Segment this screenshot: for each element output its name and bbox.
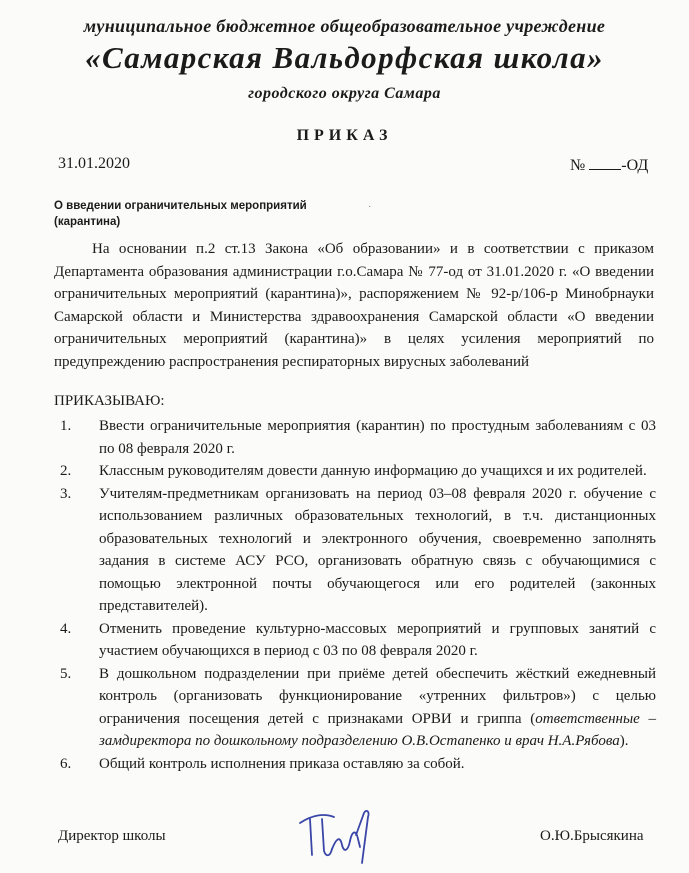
item-text: Классным руководителям довести данную информацию до учащихся и их родителей. (99, 463, 647, 479)
handwritten-signature (290, 805, 380, 867)
document-number (570, 155, 648, 175)
number-prefix: № (570, 157, 586, 174)
subject-line-2: (карантина) (54, 216, 121, 228)
list-item (54, 663, 656, 753)
item-number: 1. (60, 418, 72, 434)
list-item (54, 618, 656, 663)
list-item (54, 483, 656, 618)
item-text: Ввести ограничительные мероприятия (карантин) по простудным заболеваниям с 03 по 08 февраля 2020 г. (99, 418, 656, 457)
number-suffix: -ОД (621, 157, 649, 174)
list-item (54, 415, 656, 460)
item-number: 6. (60, 755, 72, 772)
item-text: Общий контроль исполнения приказа оставляю за собой. (99, 755, 465, 772)
item-number: 3. (60, 485, 72, 502)
item-text: В дошкольном подразделении при приёме детей обеспечить жёсткий ежедневный контроль (организовать функционирование «утренних фильтров») с целью ограничения посещения детей с признаками ОРВИ и гриппа ( (99, 665, 656, 727)
list-item (54, 753, 656, 776)
document-title: ПРИКАЗ (296, 127, 393, 144)
item-tail: ). (619, 733, 629, 749)
item-responsible: ответственные – замдиректора по дошкольному подразделению О.В.Остапенко и врач Н.А.Рябова (99, 710, 656, 749)
decree-word: ПРИКАЗЫВАЮ: (54, 393, 165, 409)
org-type: муниципальное бюджетное общеобразовательное учреждение (83, 16, 606, 36)
item-text: Учителям-предметникам организовать на период 03–08 февраля 2020 г. обучение с использованием различных образовательных технологий, в т.ч. дистанционных образовательных технологий и электронного обучения, своевременно заполнять задания в системе АСУ РСО, организовать обратную связь с обучающимися с помощью электронной почты обучающегося или его родителей (законных представителей). (99, 485, 656, 614)
order-items-list (54, 415, 656, 775)
item-text: Отменить проведение культурно-массовых мероприятий и групповых занятий с участием обучающихся в период с 03 по 08 февраля 2020 г. (99, 620, 656, 659)
document-subject (54, 198, 374, 230)
signer-name: О.Ю.Брысякина (540, 828, 644, 844)
item-number: 2. (60, 463, 72, 479)
subject-line-1: О введении ограничительных мероприятий (54, 200, 307, 212)
item-number: 5. (60, 665, 72, 682)
list-item (54, 460, 656, 483)
signer-role: Директор школы (58, 828, 166, 844)
district: городского округа Самара (248, 85, 441, 102)
item-number: 4. (60, 620, 72, 637)
pen-mark: ˙ (368, 205, 372, 216)
school-name: «Самарская Вальдорфская школа» (85, 40, 604, 75)
number-blank (589, 155, 621, 170)
intro-paragraph: На основании п.2 ст.13 Закона «Об образовании» и в соответствии с приказом Департамента образования администрации г.о.Самара № 77-од от 31.01.2020 г. «О введении ограничительных мероприятий (карантина)», распоряжением № 92-р/106-р Минобрнауки Самарской области и Министерства здравоохранения Самарской области «О введении ограничительных мероприятий (карантина)» в целях усиления мероприятий по предупреждению распространения респираторных вирусных заболеваний (54, 241, 654, 370)
document-date: 31.01.2020 (58, 155, 130, 172)
